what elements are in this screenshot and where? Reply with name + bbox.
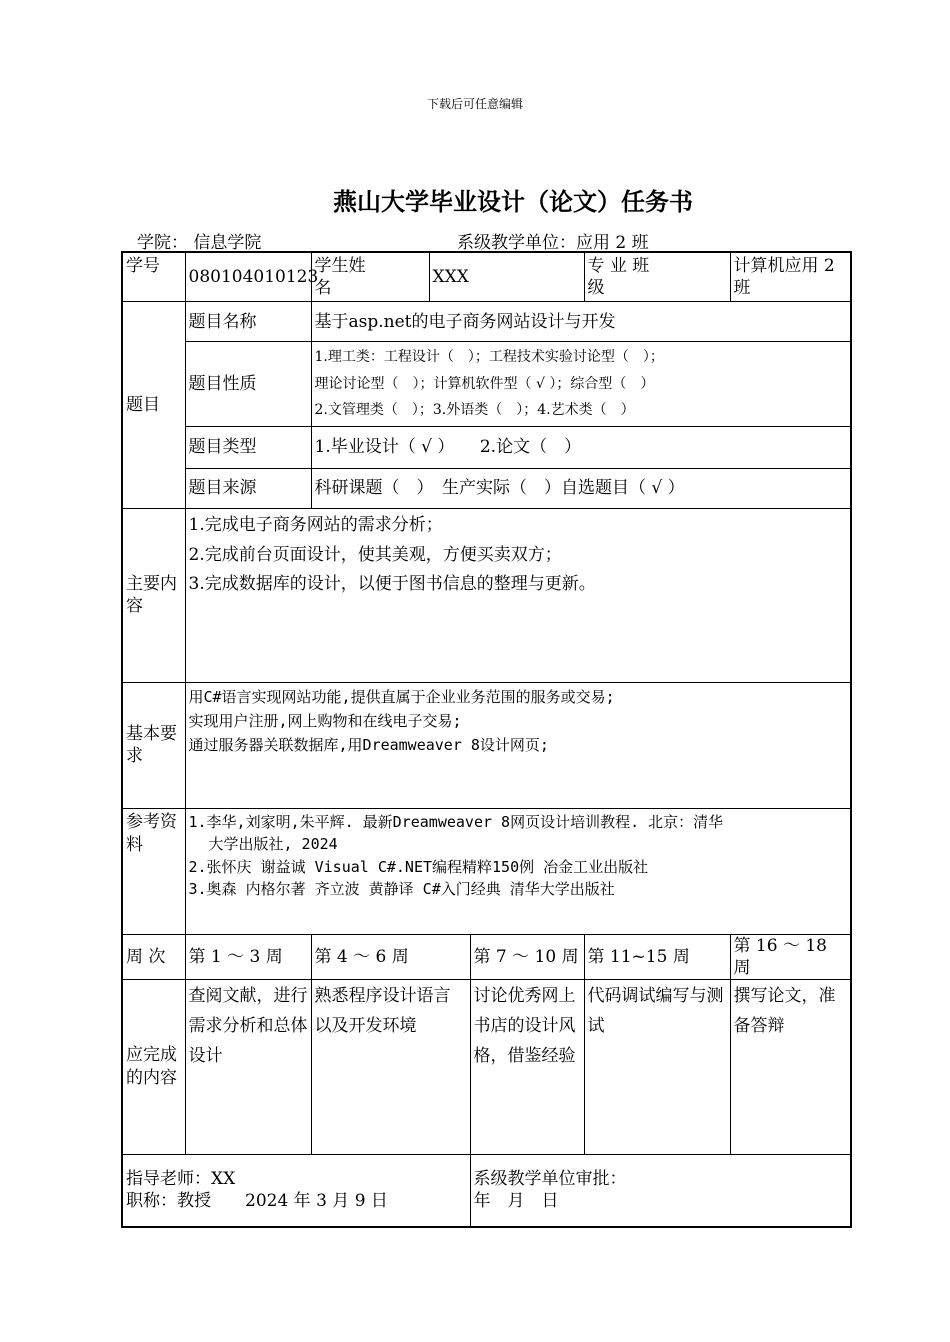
requirements-label: 基本要求	[122, 682, 185, 808]
main-content-item: 1.完成电子商务网站的需求分析；	[188, 514, 443, 535]
topic-nature-label: 题目性质	[185, 342, 311, 427]
college-value: 信息学院	[193, 233, 262, 253]
advisor-title-date: 职称：教授 2024 年 3 月 9 日	[126, 1191, 388, 1212]
main-content-item: 3.完成数据库的设计，以便于图书信息的整理与更新。	[188, 574, 596, 595]
topic-nature-line: 1.理工类：工程设计（ ）；工程技术实验讨论型（ ）；	[314, 349, 664, 366]
student-name: XXX	[429, 252, 584, 302]
reference-item: 1.李华,刘家明,朱平辉. 最新Dreamweaver 8网页设计培训教程. 北京：清华	[188, 812, 724, 831]
topic-nature-line: 2.文管理类（ ）；3.外语类（ ）；4.艺术类（ ）	[314, 402, 635, 419]
topic-type-label: 题目类型	[185, 426, 311, 468]
requirement-item: 实现用户注册,网上购物和在线电子交易;	[188, 711, 462, 730]
approval-cell	[470, 1155, 851, 1227]
topic-nature	[311, 342, 851, 427]
reference-item-continuation: 大学出版社, 2024	[208, 835, 338, 854]
week-1: 第 1 ～ 3 周	[185, 934, 311, 979]
schedule-content-label: 应完成的内容	[122, 980, 185, 1155]
references-label: 参考资料	[122, 808, 185, 934]
week-4-task: 代码调试编写与测试	[584, 980, 730, 1155]
unit-label: 系级教学单位：	[457, 233, 576, 253]
topic-source: 科研课题（ ） 生产实际（ ）自选题目（ √ ）	[311, 468, 851, 508]
student-id: 080104010123	[185, 252, 311, 302]
topic-type: 1.毕业设计（ √ ） 2.论文（ ）	[311, 426, 851, 468]
week-5: 第 16 ～ 18 周	[730, 934, 851, 979]
college-label: 学院：	[137, 233, 188, 253]
unit-field	[457, 228, 649, 253]
document-title: 燕山大学毕业设计（论文）任务书	[333, 188, 693, 216]
main-content-item: 2.完成前台页面设计，使其美观，方便买卖双方；	[188, 544, 562, 565]
topic-name-label: 题目名称	[185, 302, 311, 342]
college-field	[137, 228, 261, 253]
student-name-label: 学生姓名	[311, 252, 429, 302]
topic-section-label: 题目	[122, 302, 185, 509]
week-1-task: 查阅文献，进行需求分析和总体设计	[185, 980, 311, 1155]
unit-value: 应用 2 班	[576, 233, 649, 253]
student-id-label: 学号	[122, 252, 185, 302]
major-class: 计算机应用 2 班	[730, 252, 851, 302]
main-content	[185, 508, 851, 682]
reference-item: 2.张怀庆 谢益诚 Visual C#.NET编程精粹150例 冶金工业出版社	[188, 857, 649, 876]
week-3-task: 讨论优秀网上书店的设计风格，借鉴经验	[470, 980, 584, 1155]
header-note: 下载后可任意编辑	[426, 97, 523, 111]
advisor-cell	[122, 1155, 470, 1227]
week-label: 周 次	[122, 934, 185, 979]
requirements	[185, 682, 851, 808]
topic-name: 基于asp.net的电子商务网站设计与开发	[311, 302, 851, 342]
advisor: 指导老师：XX	[126, 1169, 236, 1190]
major-class-label: 专 业 班 级	[584, 252, 730, 302]
week-5-task: 撰写论文，准备答辩	[730, 980, 851, 1155]
approval-date: 年 月 日	[473, 1191, 559, 1212]
reference-item: 3.奥森 内格尔著 齐立波 黄静译 C#入门经典 清华大学出版社	[188, 880, 615, 899]
approval-label: 系级教学单位审批：	[473, 1169, 627, 1190]
requirement-item: 通过服务器关联数据库,用Dreamweaver 8设计网页;	[188, 735, 549, 754]
week-2: 第 4 ～ 6 周	[311, 934, 470, 979]
topic-nature-line: 理论讨论型（ ）；计算机软件型（ √ ）；综合型（ ）	[314, 375, 655, 392]
task-table	[121, 251, 852, 1228]
requirement-item: 用C#语言实现网站功能,提供直属于企业业务范围的服务或交易;	[188, 687, 615, 706]
week-3: 第 7 ～ 10 周	[470, 934, 584, 979]
week-2-task: 熟悉程序设计语言以及开发环境	[311, 980, 470, 1155]
topic-source-label: 题目来源	[185, 468, 311, 508]
references	[185, 808, 851, 934]
week-4: 第 11~15 周	[584, 934, 730, 979]
main-content-label: 主要内容	[122, 508, 185, 682]
